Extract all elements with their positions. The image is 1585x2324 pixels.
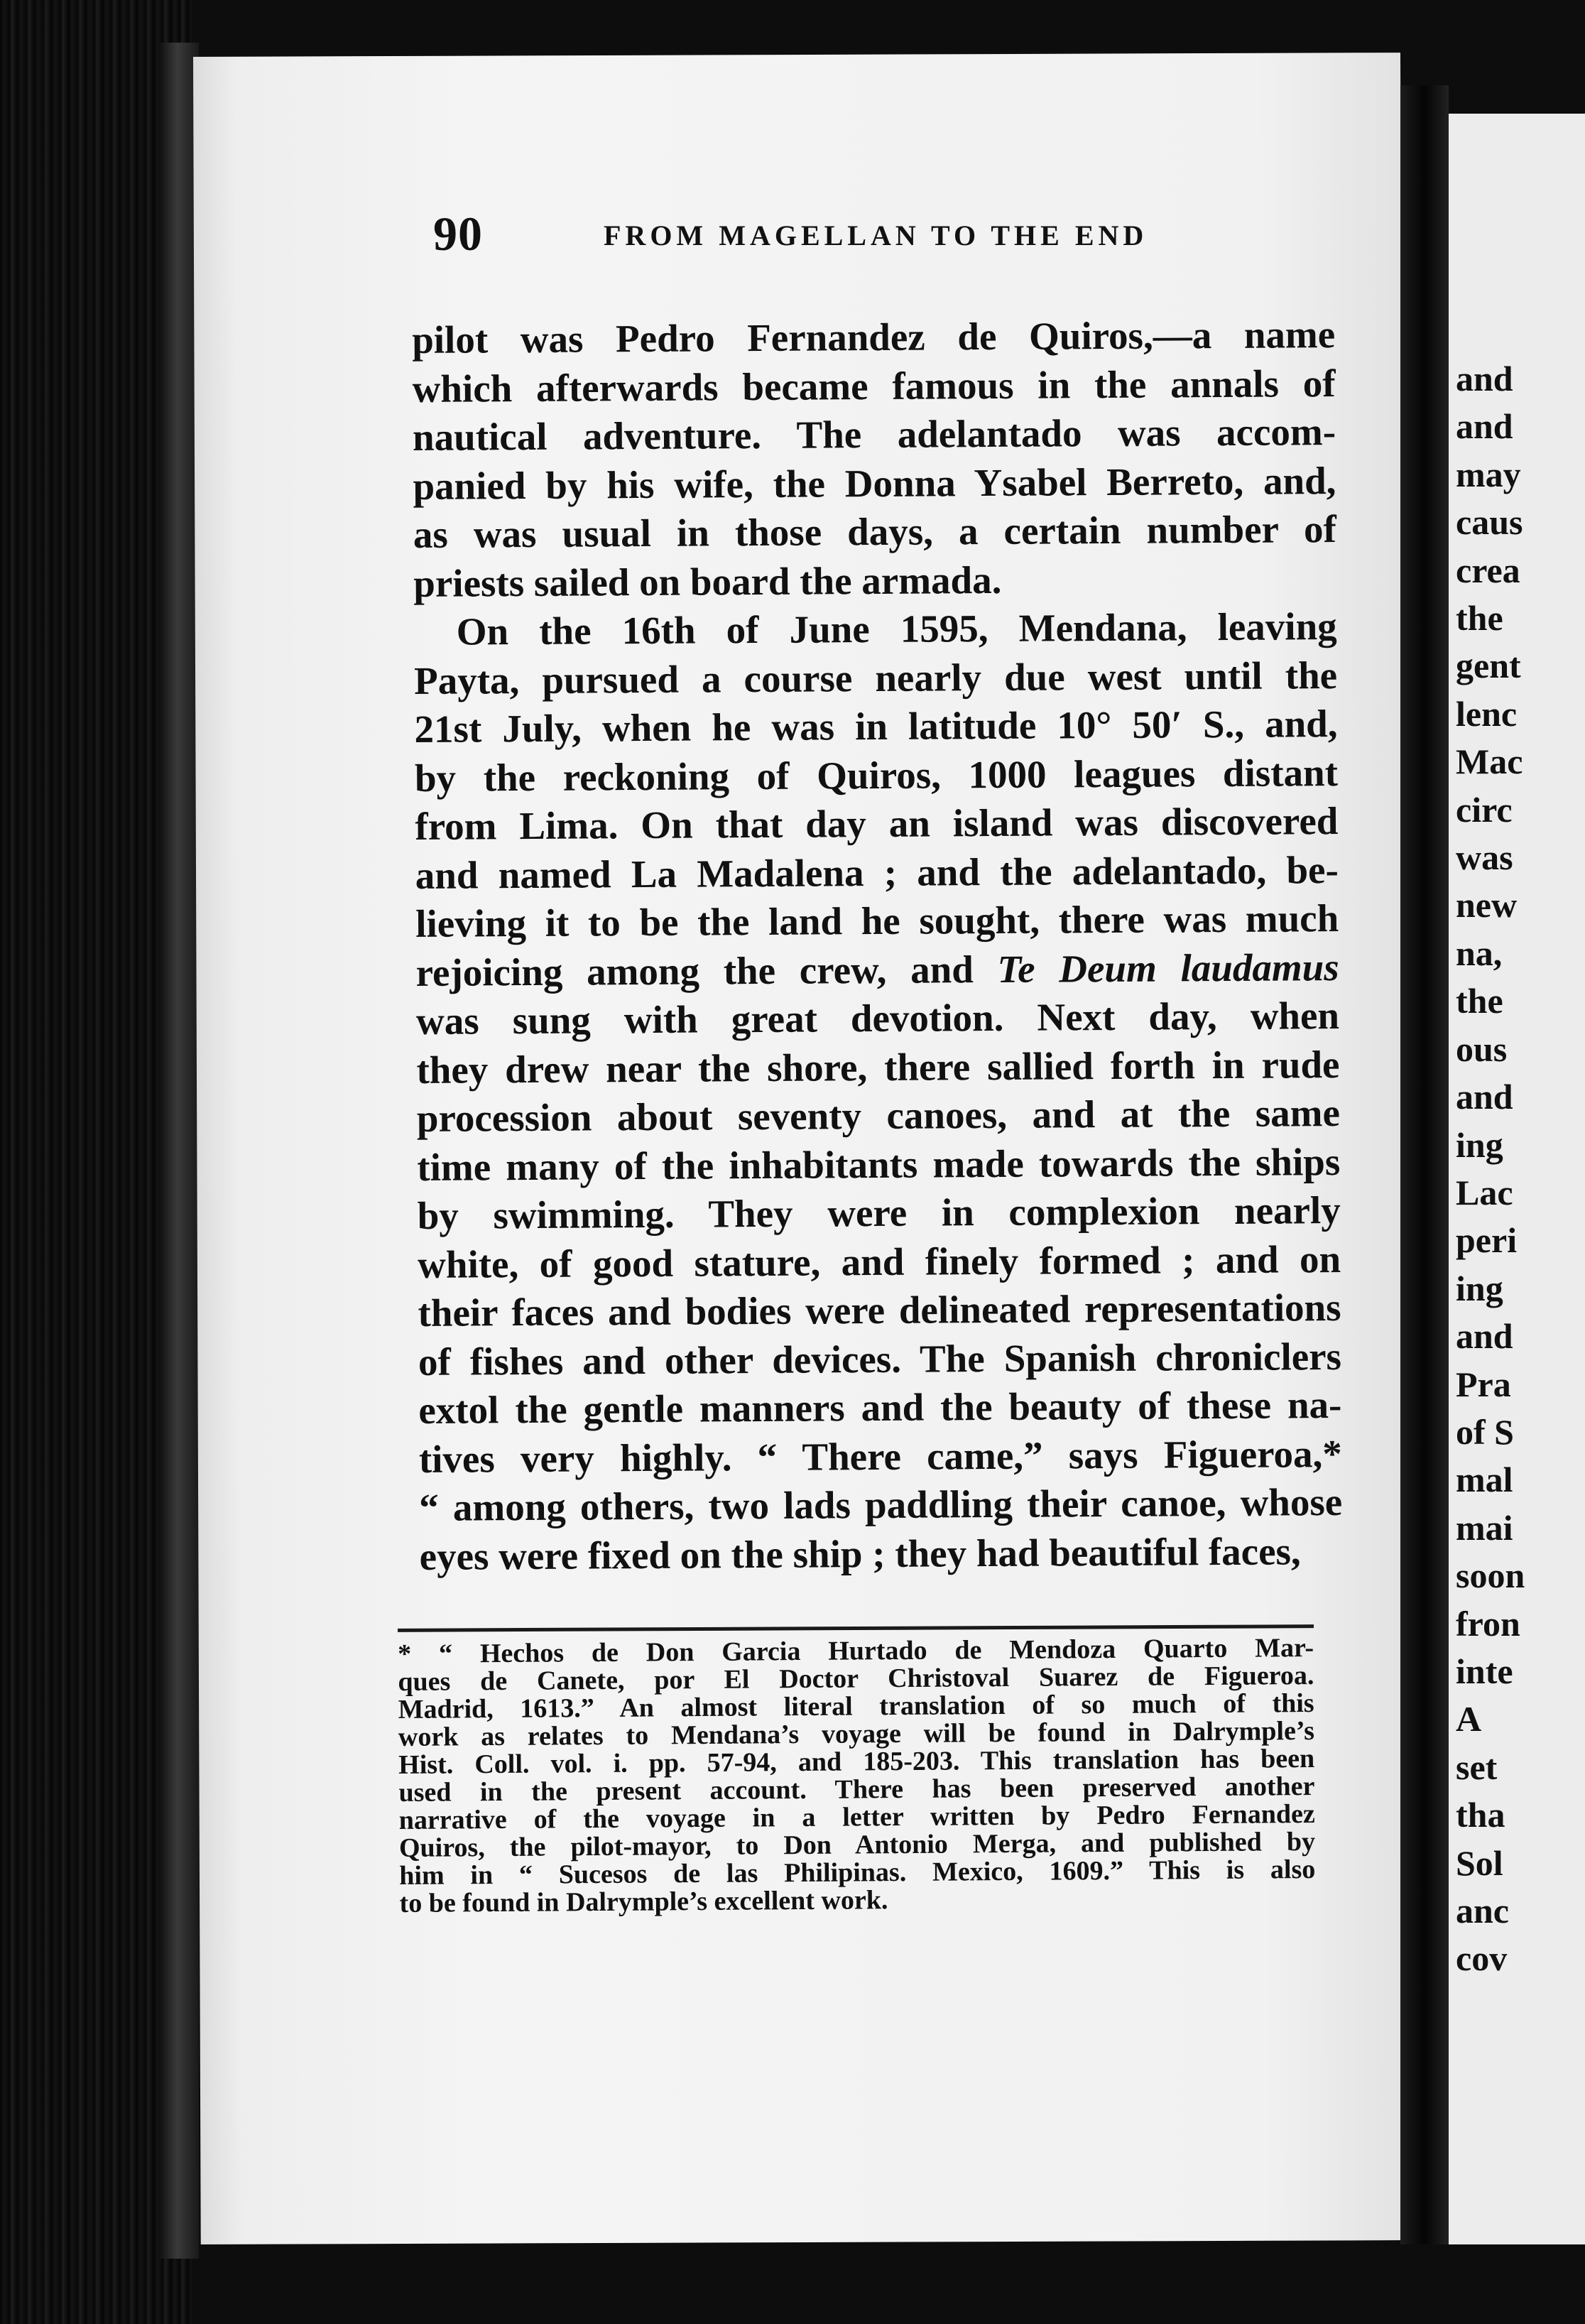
text-line-content: which afterwards became famous in the annals of — [412, 361, 1336, 411]
text-line-content: by swimming. They were in complexion nearly — [417, 1188, 1341, 1237]
footnote-line: Quiros, the pilot-mayor, to Don Antonio Merga, and published by — [398, 1826, 1316, 1863]
right-page-fragment: ous — [1456, 1028, 1508, 1069]
text-line-content: white, of good stature, and finely formed ; and on — [417, 1237, 1341, 1286]
text-line-content: Payta, pursued a course nearly due west until the — [413, 653, 1338, 702]
text-line — [413, 505, 1336, 559]
page-header — [234, 206, 1278, 284]
right-page-fragment: circ — [1456, 789, 1513, 830]
text-line-content: tives very highly. “ There came,” says Figueroa,* — [418, 1431, 1342, 1481]
text-line-content: time many of the inhabitants made towards the ships — [417, 1139, 1341, 1189]
running-head: FROM MAGELLAN TO THE END — [604, 219, 1148, 251]
text-line-content: their faces and bodies were delineated representations — [418, 1286, 1341, 1335]
text-line-content: procession about seventy canoes, and at the same — [416, 1091, 1341, 1140]
text-line — [415, 749, 1338, 803]
right-page-fragment: and — [1456, 359, 1513, 398]
text-line — [412, 359, 1335, 413]
text-line — [416, 992, 1339, 1046]
footnote-line: narrative of the voyage in a letter written by Pedro Fernandez — [398, 1798, 1315, 1835]
right-page-fragment: set — [1456, 1747, 1498, 1787]
right-page-fragment: soon — [1456, 1555, 1525, 1596]
italic-phrase: Te Deum laudamus — [997, 945, 1339, 991]
right-page-fragment: na, — [1456, 933, 1503, 973]
text-line — [415, 797, 1338, 851]
footnote — [398, 1634, 1316, 1918]
text-line-content: “ among others, two lads paddling their canoe, whose — [419, 1480, 1343, 1529]
right-page-fragment: Mac — [1456, 742, 1523, 782]
text-line — [413, 554, 1336, 608]
right-page-fragment: mal — [1456, 1460, 1513, 1500]
text-line-content: priests sailed on board the armada. — [413, 558, 1002, 605]
footnote-line: Hist. Coll. vol. i. pp. 57-94, and 185-203. This translation has been — [398, 1743, 1315, 1780]
text-line — [412, 310, 1335, 364]
right-page-fragment: A — [1456, 1699, 1482, 1739]
right-page-fragment: ing — [1456, 1124, 1503, 1165]
text-line — [414, 651, 1337, 705]
right-page-fragment: and — [1456, 406, 1513, 447]
text-line — [413, 408, 1336, 462]
body-text — [412, 310, 1343, 1581]
footnote-line: used in the present account. There has been preserved another — [398, 1771, 1315, 1808]
text-line — [419, 1527, 1342, 1581]
right-page-fragment: of S — [1456, 1411, 1514, 1452]
right-page-fragment: new — [1456, 885, 1518, 925]
text-line-content: and named La Madalena ; and the adelantado, be- — [415, 847, 1339, 897]
text-line-content: as was usual in those days, a certain number of — [413, 507, 1337, 556]
footnote-line: ques de Canete, por El Doctor Christoval Suarez de Figueroa. — [398, 1660, 1314, 1697]
text-line-content: nautical adventure. The adelantado was accom- — [412, 410, 1336, 459]
right-page-fragment: mai — [1456, 1507, 1513, 1548]
text-line — [414, 602, 1337, 656]
text-line-content: 21st July, when he was in latitude 10° 50′ S., and, — [414, 702, 1338, 751]
right-page-fragment: and — [1456, 1316, 1513, 1357]
text-line-content: extol the gentle manners and the beauty of these na- — [418, 1383, 1342, 1432]
right-page-fragment: the — [1456, 598, 1503, 639]
text-line — [419, 1430, 1342, 1484]
text-line-content: by the reckoning of Quiros, 1000 leagues distant — [414, 750, 1339, 800]
text-line — [416, 1041, 1339, 1095]
text-line-content: panied by his wife, the Donna Ysabel Berreto, and, — [413, 458, 1336, 508]
right-page-fragment: may — [1456, 454, 1521, 494]
text-line-content: eyes were fixed on the ship ; they had beautiful faces, — [419, 1528, 1301, 1578]
footnote-line: him in “ Sucesos de las Philipinas. Mexico, 1609.” This is also — [399, 1854, 1316, 1891]
right-page-fragment: tha — [1456, 1795, 1505, 1835]
text-line — [419, 1478, 1342, 1532]
footnote-line: * “ Hechos de Don Garcia Hurtado de Mendoza Quarto Mar- — [397, 1632, 1314, 1669]
text-line — [418, 1283, 1341, 1337]
text-line — [418, 1332, 1341, 1386]
text-line — [413, 457, 1336, 511]
text-line-content: rejoicing among the crew, and — [415, 947, 998, 994]
text-line — [415, 894, 1339, 948]
text-line — [418, 1235, 1341, 1289]
right-page-fragment: was — [1456, 837, 1513, 878]
text-line — [415, 943, 1339, 997]
right-page-fragment: Sol — [1456, 1842, 1503, 1883]
right-page-fragment: lenc — [1456, 693, 1518, 734]
text-line-content: lieving it to be the land he sought, there was much — [415, 896, 1339, 945]
right-page-fragment: the — [1456, 981, 1503, 1021]
page-stack-edge — [160, 43, 199, 2259]
right-page-fragment: peri — [1456, 1220, 1518, 1261]
right-page-fragment: crea — [1456, 550, 1520, 590]
right-page-fragment: Pra — [1456, 1364, 1511, 1404]
text-line — [417, 1138, 1340, 1192]
page-number: 90 — [433, 207, 483, 261]
text-line-content: from Lima. On that day an island was discovered — [415, 799, 1339, 848]
right-page-fragment: inte — [1456, 1651, 1513, 1691]
footnote-line: Madrid, 1613.” An almost literal translation of so much of this — [398, 1688, 1314, 1725]
right-page-fragment: fron — [1456, 1603, 1520, 1644]
text-line-content: On the 16th of June 1595, Mendana, leaving — [456, 604, 1337, 653]
text-line-content: they drew near the shore, there sallied forth in rude — [416, 1042, 1340, 1092]
footnote-line: work as relates to Mendana’s voyage will be found in Dalrymple’s — [398, 1715, 1315, 1752]
right-page-fragment: anc — [1456, 1891, 1509, 1931]
right-page-fragment: cov — [1456, 1938, 1508, 1979]
right-page-fragment: Lac — [1456, 1172, 1513, 1212]
text-line — [418, 1381, 1341, 1435]
text-line — [417, 1089, 1340, 1143]
book-gutter — [1400, 85, 1449, 2244]
text-line — [414, 700, 1337, 754]
right-page-fragment: caus — [1456, 502, 1523, 543]
right-page-text — [1456, 355, 1585, 1983]
right-page-fragment: and — [1456, 1077, 1513, 1117]
right-page — [1449, 114, 1585, 2244]
text-line-content: pilot was Pedro Fernandez de Quiros,—a name — [412, 313, 1336, 362]
text-line — [418, 1186, 1341, 1240]
text-line — [415, 846, 1339, 900]
right-page-fragment: gent — [1456, 646, 1521, 686]
text-line-content: was sung with great devotion. Next day, when — [415, 994, 1340, 1043]
text-line-content: of fishes and other devices. The Spanish chroniclers — [418, 1334, 1342, 1384]
footnote-line: to be found in Dalrymple’s excellent work. — [399, 1885, 888, 1918]
right-page-fragment: ing — [1456, 1268, 1503, 1308]
